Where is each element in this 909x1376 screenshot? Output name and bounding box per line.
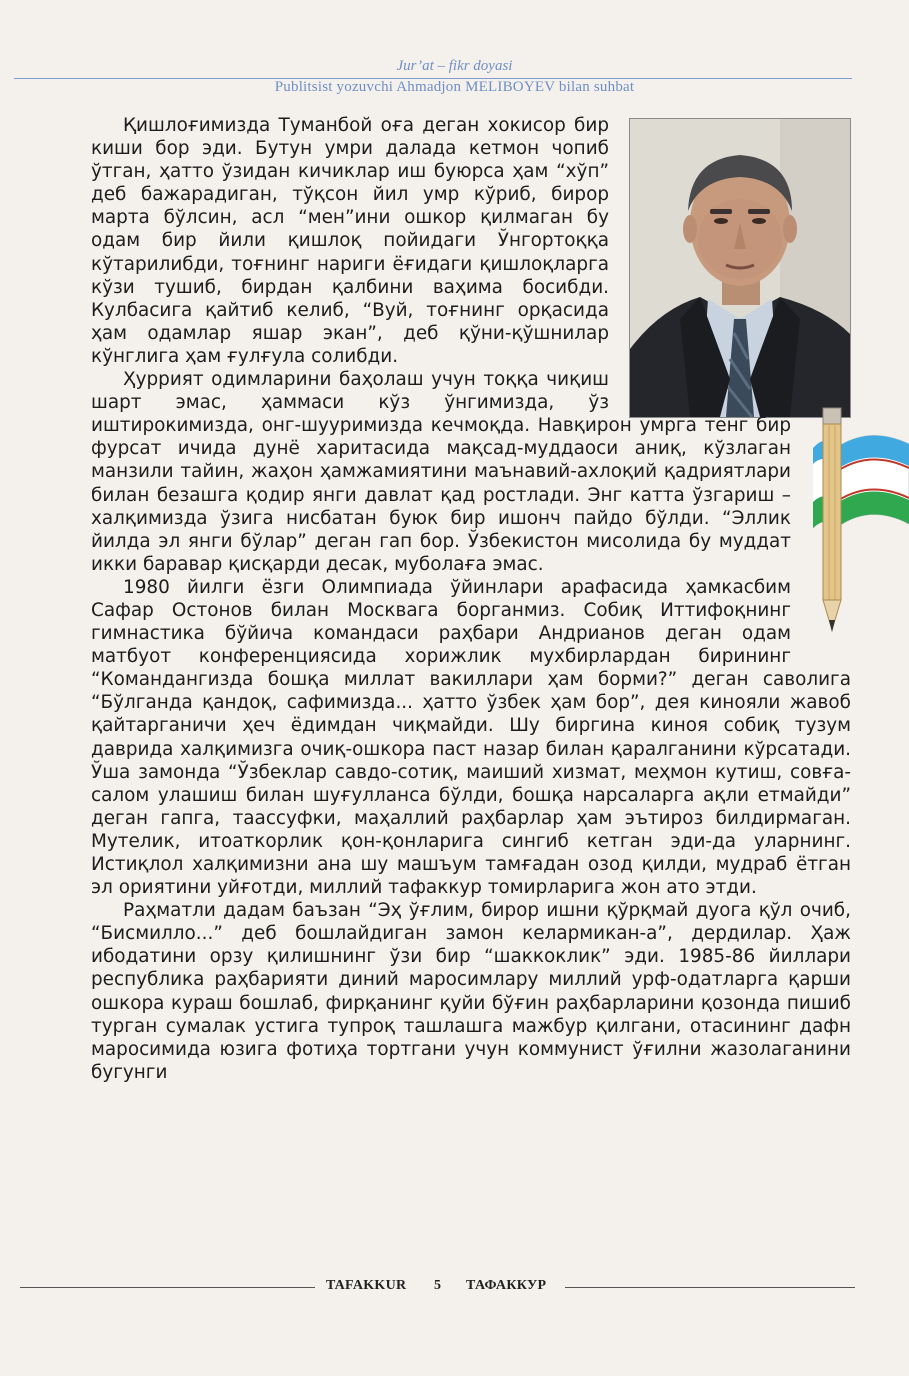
- footer-rule-left: [20, 1287, 315, 1288]
- running-header-subtitle: Publitsist yozuvchi Ahmadjon MELIBOYEV bilan suhbat: [274, 79, 635, 95]
- paragraph-2: Ҳуррият одимларини баҳолаш учун тоққа чиқиш шарт эмас, ҳаммаси кўз ўнгимизда, ўз иштирокимизда, онг-шууримизда кечмоқда. Навқирон умрга тенг бир фурсат ичида дунё харитасида мақсад-муддаоси аниқ, кўзлаган манзили тайин, жаҳон ҳамжамиятини маънавий-ахлоқий қадриятлари билан безашга қодир янги давлат қад ростлади. Энг катта ўзгариш – халқимизда ўзига нисбатан буюк бир ишонч пайдо бўлди. “Эллик йилда эл янги бўлар” деган гап бор. Ўзбекистон мисолида бу муддат икки баравар қисқарди десак, муболаға эмас.: [91, 369, 791, 575]
- page-number: 5: [434, 1278, 442, 1293]
- footer-rule-right: [565, 1287, 855, 1288]
- paragraph-4: Раҳматли дадам баъзан “Эҳ ўғлим, бирор ишни қўрқмай дуога қўл очиб, “Бисмилло...” деб бошлайдиган замон келармикан-а”, дердилар. Ҳаж ибодатини орзу қилишнинг ўзи бир “шаккоклик” эди. 1985-86 йиллари республика раҳбарияти диний маросимлару миллий урф-одатларга қарши ошкора кураш бошлаб, фирқанинг қуйи бўғин раҳбарларини қозонда пишиб турган сумалак устига тупроқ ташлашга мажбур қилгани, отасининг дафн маросимида юзига фотиҳа тортгани учун коммунист ўғилни жазолаганини бугунги: [91, 900, 851, 1083]
- page-footer: [0, 1278, 909, 1298]
- footer-magazine-latin: TAFAKKUR: [326, 1278, 407, 1293]
- paragraph-3: 1980 йилги ёзги Олимпиада ўйинлари арафасида ҳамкасбим Сафар Остонов билан Москвага борганмиз. Собиқ Иттифоқнинг гимнастика бўйича командаси раҳбари Андрианов деган одам матбуот конференциясида хорижлик мухбирлардан бирининг “Командангизда бошқа миллат вакиллари ҳам борми?” деган саволига “Бўлганда қандоқ, сафимизда... ҳатто ўзбек ҳам бор”, дея кинояли жавоб қайтарганичи ҳеч ёдимдан чиқмайди. Шу биргина киноя собиқ тузум даврида халқимизга очиқ-ошкора паст назар билан қаралганини кўрсатади. Ўша замонда “Ўзбеклар савдо-сотиқ, маиший хизмат, меҳмон кутиш, совға-салом улашиш билан шуғулланса бўлди, бошқа нарсаларга ақли етмайди” деган гапга, таассуфки, маҳаллий раҳбарлар ҳам эътироз билдирмаган. Мутелик, итоаткорлик қон-қонларига сингиб кетган эди-да уларнинг. Истиқлол халқимизни ана шу машъум тамғадан озод қилди, мудраб ётган эл ориятини уйғотди, миллий тафаккур томирларига жон ато этди.: [91, 576, 851, 899]
- article-body: [91, 114, 851, 1084]
- pencil-wrap-spacer: [791, 414, 851, 646]
- photo-wrap-spacer: [609, 114, 851, 414]
- paragraph-1: Қишлоғимизда Туманбой оға деган хокисор бир киши бор эди. Бутун умри далада кетмон чопиб ўтган, ҳатто ўзидан кичиклар иш буюрса ҳам “хўп” деб бажарадиган, тўқсон йил умр кўриб, бирор марта бўлсин, асл “мен”ини ошкор қилмаган бу одам бир йили қишлоқ пойидаги Ўнгортоққа кўтарилибди, тоғнинг нариги ёғидаги қишлоқларга кўзи тушиб, бирдан қалбини ваҳима босибди. Кулбасига қайтиб келиб, “Вуй, тоғнинг орқасида ҳам одамлар яшар экан”, деб қўни-қўшнилар кўнглига ҳам ғулғула солибди.: [91, 115, 609, 367]
- footer-magazine-cyrillic: ТАФАККУР: [466, 1278, 547, 1293]
- running-header-title: Jur’at – fikr doyasi: [396, 58, 513, 74]
